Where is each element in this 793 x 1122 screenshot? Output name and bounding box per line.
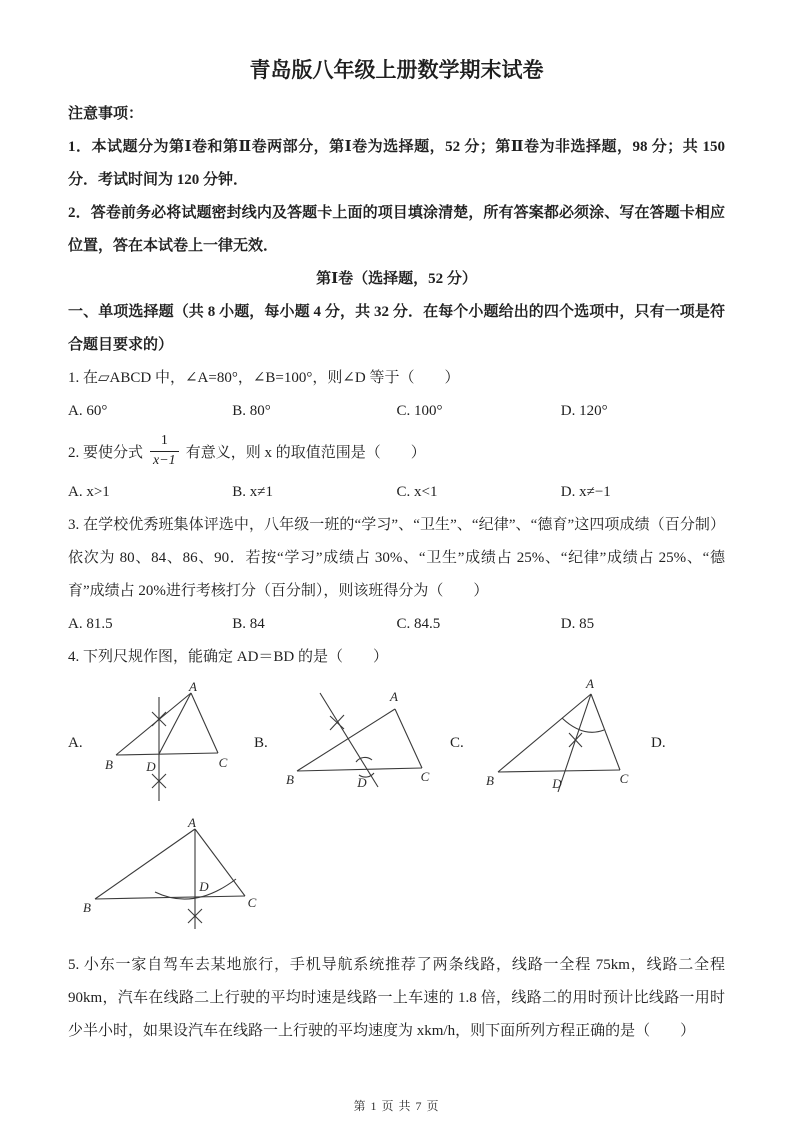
vertex-label: A [586,675,594,691]
question-3-stem: 3. 在学校优秀班集体评选中，八年级一班的“学习”、“卫生”、“纪律”、“德育”这四项成绩（百分制）依次为 80、84、86、90．若按“学习”成绩占 30%、“卫生”成绩占 25%、“纪律”成绩占 25%、“德育”成绩占 20%进行考核打分（百分制），则该班得分为（ ） [68,516,725,599]
question-4-diagram-d-row [80,817,725,939]
section-1-heading: 第Ⅰ卷（选择题，52 分） [316,270,477,287]
vertex-label: A [189,680,197,694]
option-2a: A. x>1 [68,483,110,500]
q4-diagram-d [80,817,310,939]
notice-item-1: 1．本试题分为第Ⅰ卷和第Ⅱ卷两部分，第Ⅰ卷为选择题，52 分；第Ⅱ卷为非选择题，98 分；共 150 分．考试时间为 120 分钟． [68,138,725,188]
option-1a: A. 60° [68,402,108,419]
page-title: 青岛版八年级上册数学期末试卷 [249,58,544,82]
question-2-options [68,476,725,509]
diagram-option-label-a: A. [68,734,83,751]
option-1d: D. 120° [560,402,608,419]
question-1-stem: 1. 在▱ABCD 中，∠A=80°，∠B=100°，则∠D 等于（ ） [68,369,460,386]
vertex-label: D [199,878,209,894]
q4-diagram-b [282,681,442,806]
question-2-suffix: 有意义，则 x 的取值范围是（ ） [185,445,426,462]
option-2c: C. x<1 [396,483,438,500]
notice-item-2: 2．答卷前务必将试题密封线内及答题卡上面的项目填涂清楚，所有答案都必须涂、写在答题卡相应位置，答在本试卷上一律无效． [68,204,725,254]
option-2b: B. x≠1 [232,483,273,500]
option-1c: C. 100° [396,402,443,419]
question-4-diagrams [68,676,725,811]
q4-diagram-c [478,676,643,811]
diagram-option-label-c: C. [450,734,464,751]
option-3c: C. 84.5 [396,615,441,632]
option-3d: D. 85 [560,615,595,632]
vertex-label: D [357,774,367,790]
question-3-options [68,608,725,641]
diagram-option-label-d: D. [651,734,666,751]
vertex-label: B [286,771,294,787]
option-3a: A. 81.5 [68,615,113,632]
part-1-heading: 一、单项选择题（共 8 小题，每小题 4 分，共 32 分．在每个小题给出的四个选项中，只有一项是符合题目要求的） [68,303,725,353]
vertex-label: C [247,894,257,910]
question-1-options [68,395,725,428]
q4-diagram-a [96,681,246,806]
vertex-label: A [188,816,196,830]
vertex-label: B [105,756,113,772]
fraction [150,432,179,471]
vertex-label: C [619,770,629,786]
vertex-label: B [486,772,494,788]
vertex-label: D [552,775,562,791]
question-2-prefix: 2. 要使分式 [68,445,144,462]
vertex-label: C [218,754,228,770]
fraction-denominator: x−1 [150,451,179,471]
vertex-label: A [390,688,398,704]
vertex-label: C [420,768,430,784]
question-5-stem: 5. 小东一家自驾车去某地旅行，手机导航系统推荐了两条线路，线路一全程 75km，线路二全程 90km，汽车在线路二上行驶的平均时速是线路一上车速的 1.8 倍，线路二的用时预计比线路一用时少半小时，如果设汽车在线路一上行驶的平均速度为 xkm/h，则下面所列方程正确的是（ ） [68,956,725,1039]
notice-heading: 注意事项： [68,105,144,122]
question-4-stem: 4. 下列尺规作图，能确定 AD＝BD 的是（ ） [68,648,389,665]
option-1b: B. 80° [232,402,271,419]
vertex-label: D [146,758,156,774]
option-3b: B. 84 [232,615,265,632]
footer-page-number: 第 1 页 共 7 页 [353,1099,440,1113]
option-2d: D. x≠−1 [560,483,611,500]
fraction-numerator: 1 [160,433,168,449]
diagram-option-label-b: B. [254,734,268,751]
question-2-stem [68,428,725,476]
vertex-label: B [83,899,91,915]
